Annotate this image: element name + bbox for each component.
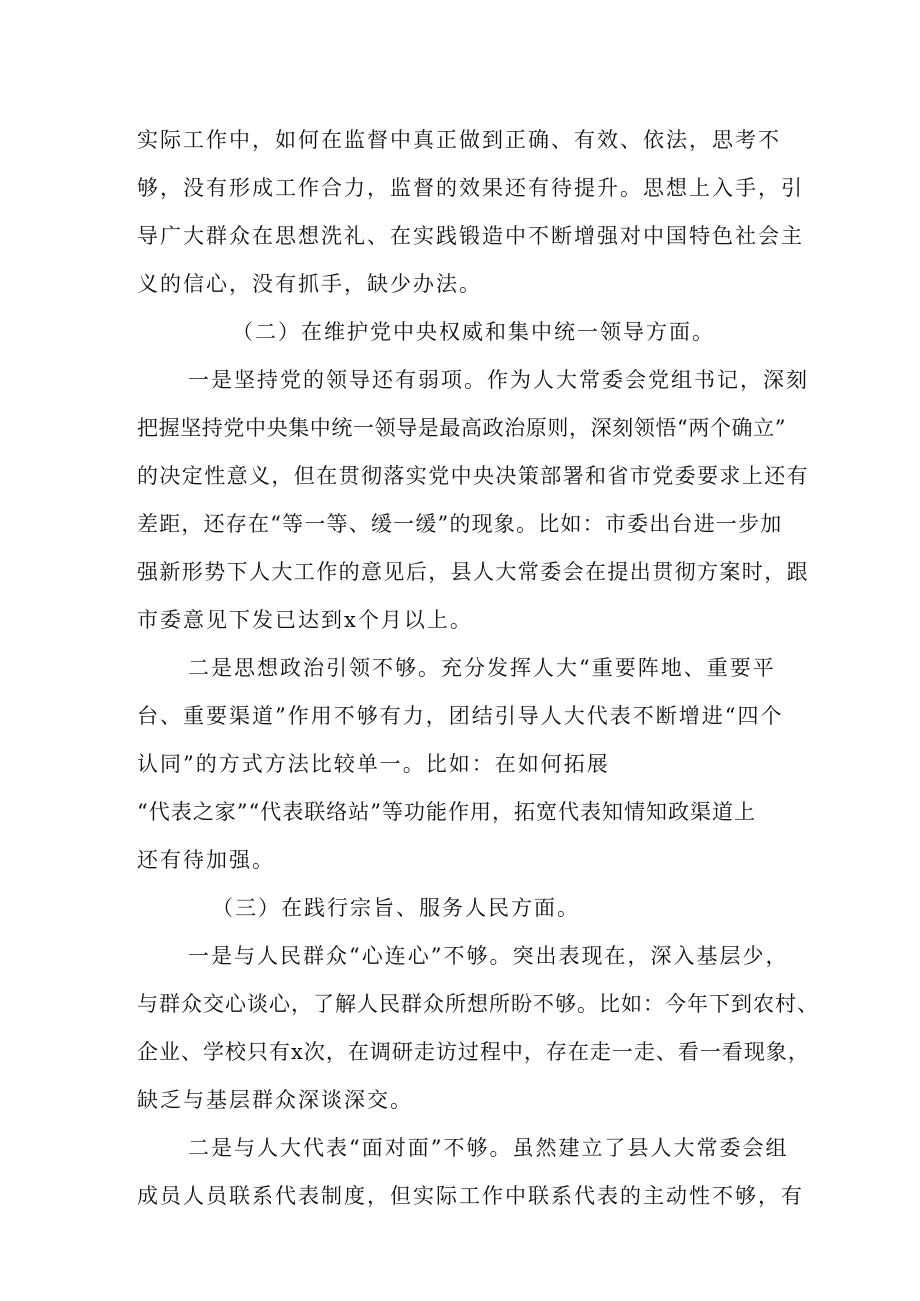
paragraph-line: 实际工作中，如何在监督中真正做到正确、有效、依法，思考不 <box>137 128 781 152</box>
paragraph-line: 市委意见下发已达到x个月以上。 <box>137 608 473 632</box>
paragraph-line: 差距，还存在“等一等、缓一缓”的现象。比如：市委出台进一步加 <box>137 512 783 536</box>
paragraph-line: 义的信心，没有抓手，缺少办法。 <box>137 272 482 296</box>
section-heading: （三）在践行宗旨、服务人民方面。 <box>212 896 580 920</box>
paragraph-line: 的决定性意义，但在贯彻落实党中央决策部署和省市党委要求上还有 <box>137 464 809 488</box>
paragraph-line: 企业、学校只有x次，在调研走访过程中，存在走一走、看一看现象， <box>137 1040 810 1064</box>
paragraph-line: 缺乏与基层群众深谈深交。 <box>137 1088 413 1112</box>
paragraph-line: “代表之家”“代表联络站”等功能作用，拓宽代表知情知政渠道上 <box>137 800 756 824</box>
paragraph-line: 强新形势下人大工作的意见后，县人大常委会在提出贯彻方案时，跟 <box>137 560 809 584</box>
section-heading: （二）在维护党中央权威和集中统一领导方面。 <box>232 320 715 344</box>
paragraph-line: 二是思想政治引领不够。充分发挥人大“重要阵地、重要平 <box>188 656 776 680</box>
paragraph-line: 导广大群众在思想洗礼、在实践锻造中不断增强对中国特色社会主 <box>137 224 804 248</box>
paragraph-line: 一是坚持党的领导还有弱项。作为人大常委会党组书记，深刻 <box>188 368 809 392</box>
paragraph-line: 一是与人民群众“心连心”不够。突出表现在，深入基层少， <box>188 944 789 968</box>
paragraph-line: 二是与人大代表“面对面”不够。虽然建立了县人大常委会组 <box>188 1136 789 1160</box>
paragraph-line: 台、重要渠道”作用不够有力，团结引导人大代表不断增进“四个 <box>137 704 784 728</box>
paragraph-line: 与群众交心谈心，了解人民群众所想所盼不够。比如：今年下到农村、 <box>137 992 819 1016</box>
paragraph-line: 还有待加强。 <box>137 848 275 872</box>
paragraph-line: 认同”的方式方法比较单一。比如：在如何拓展 <box>137 752 610 776</box>
paragraph-line: 够，没有形成工作合力，监督的效果还有待提升。思想上入手，引 <box>137 176 804 200</box>
paragraph-line: 成员人员联系代表制度，但实际工作中联系代表的主动性不够，有 <box>137 1184 804 1208</box>
paragraph-line: 把握坚持党中央集中统一领导是最高政治原则，深刻领悟“两个确立” <box>137 416 787 440</box>
